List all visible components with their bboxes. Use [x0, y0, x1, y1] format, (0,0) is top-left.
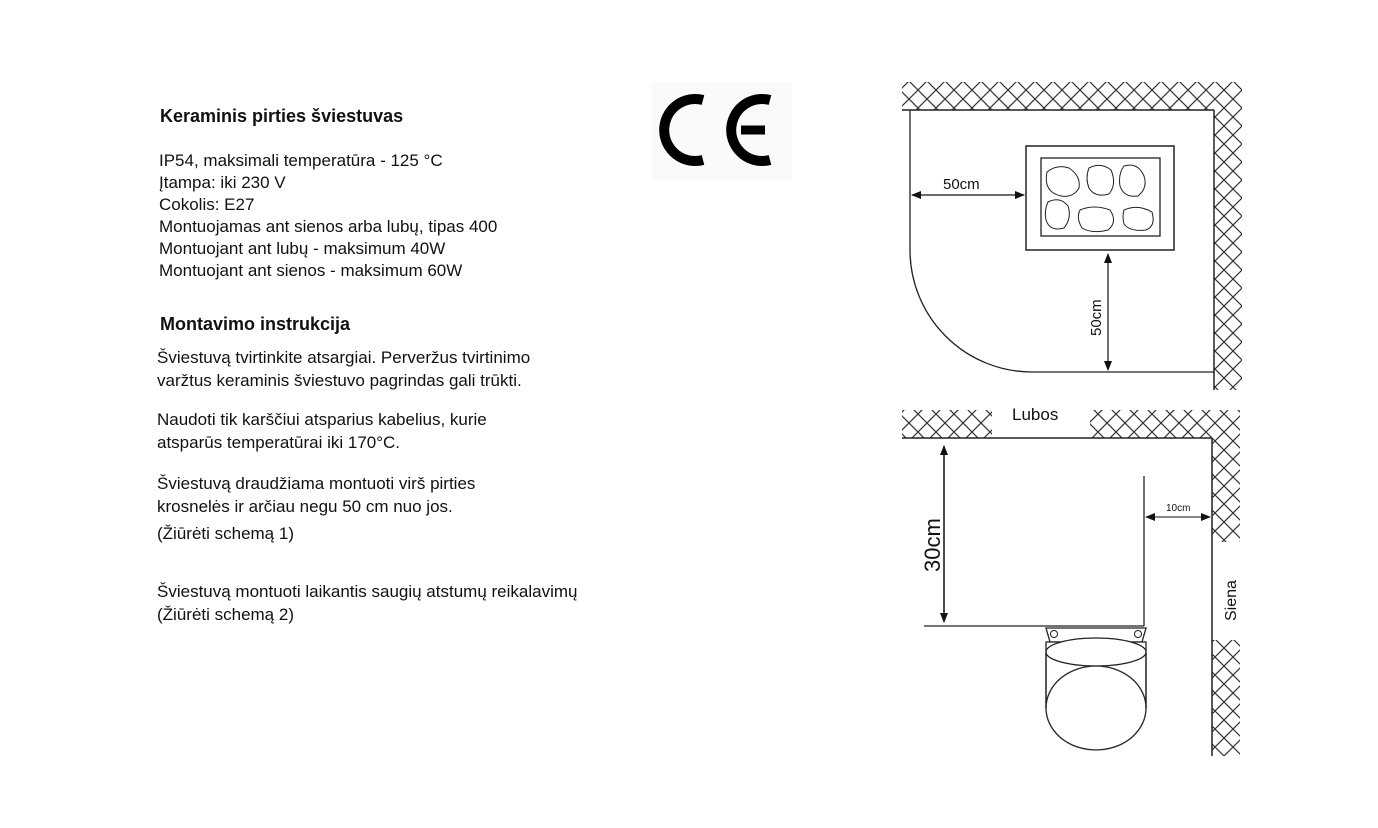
sauna-heater-icon	[1026, 146, 1174, 250]
ce-mark-logo	[652, 82, 792, 180]
spec-voltage: Įtampa: iki 230 V	[159, 173, 286, 192]
spec-ceiling-max: Montuojant ant lubų - maksimum 40W	[159, 239, 446, 258]
spec-mounting: Montuojamas ant sienos arba lubų, tipas 400	[159, 217, 498, 236]
wall-hatch-upper	[1212, 438, 1240, 542]
paragraph-line: krosnelės ir arčiau negu 50 cm nuo jos.	[157, 497, 453, 516]
dimension-label-10cm: 10cm	[1166, 503, 1191, 514]
paragraph-line: varžtus keraminis šviestuvo pagrindas gali trūkti.	[157, 371, 522, 390]
instructions-title: Montavimo instrukcija	[160, 314, 351, 334]
product-title: Keraminis pirties šviestuvas	[160, 106, 404, 126]
dimension-label-30cm: 30cm	[920, 518, 945, 572]
paragraph-line: Šviestuvą tvirtinkite atsargiai. Perveržus tvirtinimo	[157, 348, 531, 367]
paragraph-line: Šviestuvą montuoti laikantis saugių atstumų reikalavimų	[157, 582, 578, 601]
ceiling-hatch-right	[1090, 410, 1240, 438]
paragraph-line: Šviestuvą draudžiama montuoti virš pirties	[157, 474, 476, 493]
wall-hatch-right	[1214, 110, 1242, 390]
paragraph-line: (Žiūrėti schemą 1)	[157, 524, 294, 543]
spec-wall-max: Montuojant ant sienos - maksimum 60W	[159, 261, 463, 280]
wall-label: Siena	[1223, 580, 1240, 621]
ceiling-hatch-left	[902, 410, 992, 438]
paragraph-line: Naudoti tik karščiui atsparius kabelius, kurie	[157, 410, 487, 429]
diagram-1-top-view	[902, 82, 1242, 390]
ceramic-lamp-icon	[1046, 628, 1146, 750]
paragraph-line: atsparūs temperatūrai iki 170°C.	[157, 433, 401, 452]
ceiling-label: Lubos	[1012, 405, 1059, 424]
dimension-label-vertical: 50cm	[1088, 299, 1105, 336]
wall-hatch-lower	[1212, 640, 1240, 756]
diagram-2-side-view	[902, 405, 1240, 756]
spec-socket: Cokolis: E27	[159, 195, 255, 214]
dimension-label-horizontal: 50cm	[943, 176, 980, 193]
ceiling-hatch-top	[902, 82, 1242, 110]
paragraph-line: (Žiūrėti schemą 2)	[157, 605, 294, 624]
spec-ip-rating: IP54, maksimali temperatūra - 125 °C	[159, 151, 443, 170]
